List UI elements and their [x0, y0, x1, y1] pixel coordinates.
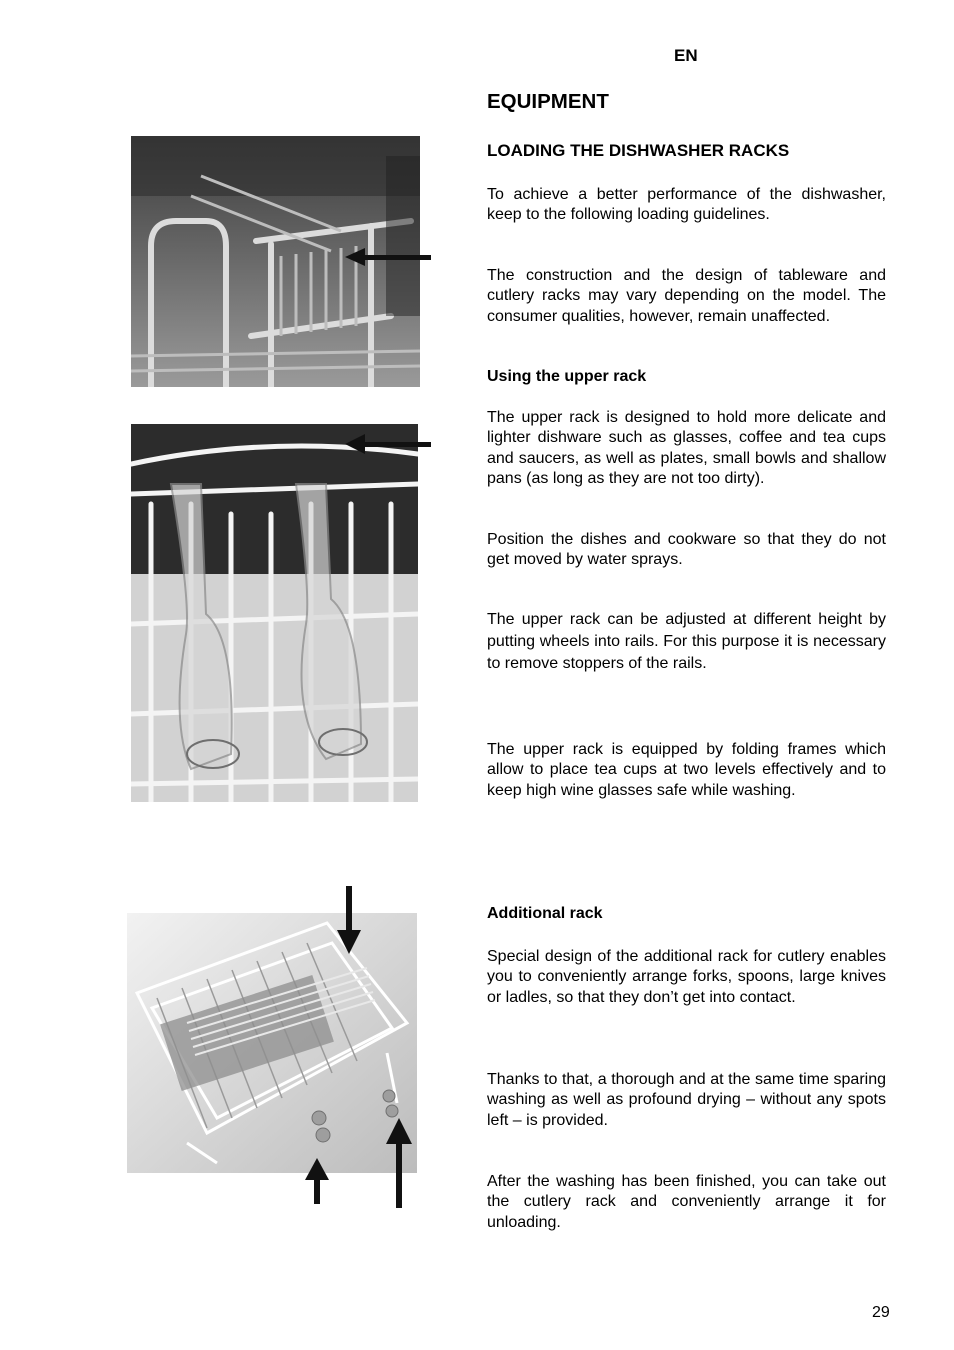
arrow-left-icon [345, 432, 431, 456]
section-title: EQUIPMENT [487, 90, 609, 113]
paragraph-construction: The construction and the design of tableware and cutlery racks may vary depending on the model. The consumer qualities, however, remain unaffected. [487, 267, 886, 325]
paragraph-intro: To achieve a better performance of the dishwasher, keep to the following loading guidelines. [487, 186, 886, 224]
language-code: EN [674, 46, 698, 65]
paragraph-additional-rack-3: After the washing has been finished, you can take out the cutlery rack and conveniently arrange it for unloading. [487, 1173, 886, 1231]
paragraph-upper-rack-1: The upper rack is designed to hold more delicate and lighter dishware such as glasses, coffee and tea cups and saucers, as well as plates, small bowls and shallow pans (as long as they are not too dirty). [487, 409, 886, 487]
paragraph-upper-rack-4: The upper rack is equipped by folding frames which allow to place tea cups at two levels effectively and to keep high wine glasses safe while washing. [487, 741, 886, 799]
paragraph-additional-rack-1: Special design of the additional rack for cutlery enables you to conveniently arrange forks, spoons, large knives or ladles, so that they don’t get into contact. [487, 948, 886, 1006]
arrow-left-icon [345, 246, 431, 268]
heading-additional-rack: Additional rack [487, 905, 603, 922]
arrow-down-icon [337, 886, 361, 954]
page-number: 29 [872, 1304, 890, 1321]
paragraph-additional-rack-2: Thanks to that, a thorough and at the same time sparing washing as well as profound drying – without any spots left – is provided. [487, 1071, 886, 1129]
paragraph-upper-rack-3: The upper rack can be adjusted at different height by putting wheels into rails. For this purpose it is necessary to remove stoppers of the rails. [487, 611, 886, 672]
arrow-up-icon [305, 1158, 329, 1204]
arrow-up-icon [386, 1118, 412, 1208]
photo-additional-rack [127, 913, 417, 1173]
heading-upper-rack: Using the upper rack [487, 368, 647, 385]
photo-upper-rack-glasses [131, 424, 418, 802]
subsection-title: LOADING THE DISHWASHER RACKS [487, 141, 790, 160]
paragraph-upper-rack-2: Position the dishes and cookware so that they do not get moved by water sprays. [487, 531, 886, 569]
